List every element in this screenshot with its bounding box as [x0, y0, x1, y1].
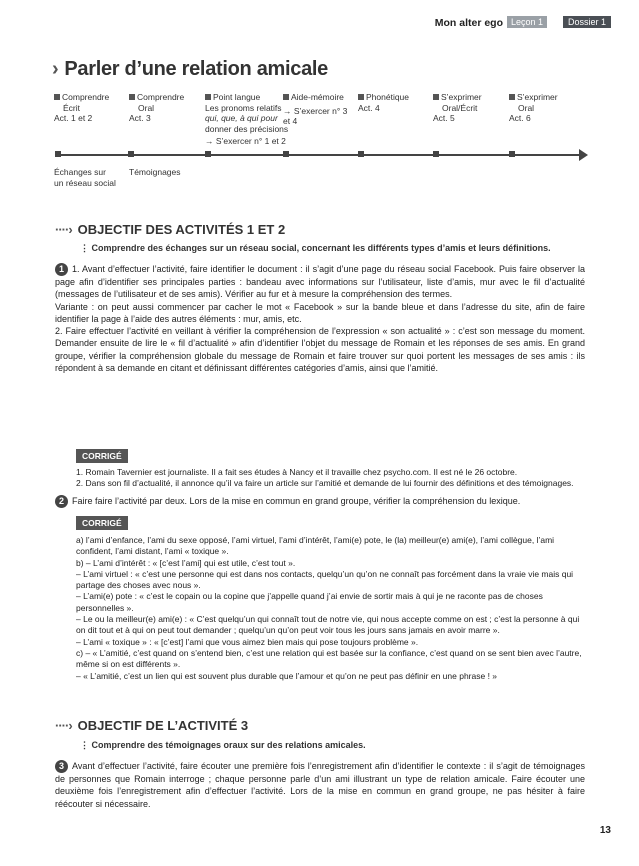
- page-title-text: Parler d’une relation amicale: [64, 58, 329, 80]
- square-icon: [509, 94, 515, 100]
- timeline-label-2: Témoignages: [129, 167, 181, 177]
- objective-1-subtitle: ⋮ Comprendre des échanges sur un réseau social, concernant les différents types d’amis et leurs définitions.: [80, 243, 551, 253]
- col-4: Aide-mémoire → S’exercer n° 3 et 4: [283, 92, 348, 126]
- lesson-badge: Leçon 1: [507, 16, 547, 28]
- corrige-2-text: a) l’ami d’enfance, l’ami du sexe opposé, l’ami virtuel, l’ami d’intérêt, l’ami(e) pote, le (la) meilleur(e) ami(e), l’ami collègue, l’ami confident, l’ami distant, l’ami « toxique ». b) – L’ami d’intérêt : « [c’est l’ami] qui est utile, c’est tout ». – L’ami virtuel : « c’est une personne qui est dans nos contacts, quelqu’un qu’on ne connaît pas forcément dans la vraie vie mais qui partage des choses avec nous ». – L’ami(e) pote : « c’est le copain ou la copine que j’appelle quand j’ai envie de sortir mais à qui je ne raconte pas de choses personnelles ». – Le ou la meilleur(e) ami(e) : « C’est quelqu’un qui connaît tout de notre vie, qui nous accepte comme on est ; c’est la personne à qui on dit tout et à qui on peut tout demander ; quelqu’un qu’on peut voir tous les jours sans jamais en avoir marre ». – L’ami « toxique » : « [c’est] l’ami que vous aimez bien mais qui pose toujours problème ». c) – « L’amitié, c’est quand on s’entend bien, c’est une relation qui est basée sur la confiance, c’est quand on se sent bien avec l’autre, même si on est différents ». – « L’amitié, c’est un lien qui est souvent plus durable que l’amour et qu’on ne peut pas définir en une phrase ! »: [76, 535, 582, 681]
- book-title: Mon alter ego: [434, 17, 503, 29]
- col-5: Phonétique Act. 4: [358, 92, 410, 113]
- activity-3-text: 3 Avant d’effectuer l’activité, faire écouter une première fois l’enregistrement afin d’identifier le contexte : il s’agit de témoignages de personnes que Romain interroge ; chaque personne parle d’un ami illustrant un type de relation amicale. Faire écouter une deuxième fois l’enregistrement afin d’effectuer l’activité. Lors de la mise en commun en grand groupe, ne pas hésiter à faire réécouter si nécessaire.: [55, 761, 585, 809]
- activity-number: 3: [55, 760, 68, 773]
- objective-3-subtitle: ⋮ Comprendre des témoignages oraux sur des relations amicales.: [80, 740, 366, 750]
- page-title: [52, 58, 328, 81]
- objective-1-title: ····› OBJECTIF DES ACTIVITÉS 1 ET 2: [55, 222, 286, 237]
- activity-number: 2: [55, 495, 68, 508]
- arrow-right-icon: [579, 149, 588, 161]
- corrige-1-text: 1. Romain Tavernier est journaliste. Il a fait ses études à Nancy et il travaille chez psycho.com. Il est né le 26 octobre. 2. Dans son fil d’actualité, il annonce qu’il va faire un article sur l’amitié et demande de lui fournir des définitions et des témoignages.: [76, 467, 574, 489]
- activity-1-text: 1 1. Avant d’effectuer l’activité, faire identifier le document : il s’agit d’une page du réseau social Facebook. Puis faire observer la page afin d’identifier ses principales parties : bandeau avec informations sur l’utilisateur, liste d’amis, mur avec le fil d’actualité (messages de l’utilisateur et de ses amis). Vérifier au fur et à mesure la compréhension des termes. Variante : on peut aussi commencer par cacher le mot « Facebook » sur la bande bleue et dans l’adresse du site, afin de faire identifier la page à l’aide des autres éléments : mur, amis, etc. 2. Faire effectuer l’activité en veillant à vérifier la compréhension de l’expression « son actualité » : c’est son message du moment. Demander ensuite de lire le « fil d’actualité » afin d’identifier l’objet du message de Romain et les réponses de ses amis. En grand groupe, vérifier la compréhension globale du message de Romain et faire trouver sur quoi portent les messages de ses amis : ils répondent à sa demande en citant et définissant différentes catégories d’amis, ainsi que l’amitié.: [55, 264, 585, 374]
- square-icon: [54, 94, 60, 100]
- activity-number: 1: [55, 263, 68, 276]
- dossier-badge: Dossier 1: [563, 16, 611, 28]
- page-number: 13: [599, 825, 611, 836]
- corrige-label: CORRIGÉ: [76, 516, 128, 530]
- square-icon: [358, 94, 364, 100]
- col-7: S’exprimer Oral Act. 6: [509, 92, 558, 123]
- activity-2-text: 2 Faire faire l’activité par deux. Lors de la mise en commun en grand groupe, vérifier la compréhension du lexique.: [55, 495, 585, 508]
- chevron-right-icon: ›: [52, 58, 59, 80]
- square-icon: [205, 94, 211, 100]
- dotted-arrow-icon: ····›: [55, 718, 72, 733]
- col-1: Comprendre Écrit Act. 1 et 2: [54, 92, 110, 123]
- col-3: Point langue Les pronoms relatifs qui, que, à qui pour donner des précisions → S’exercer n° 1 et 2: [205, 92, 289, 146]
- objective-3-title: ····› OBJECTIF DE L’ACTIVITÉ 3: [55, 718, 249, 733]
- dotted-arrow-icon: ····›: [55, 222, 72, 237]
- timeline-label-1: Échanges sur un réseau social: [54, 167, 116, 188]
- col-6: S’exprimer Oral/Écrit Act. 5: [433, 92, 482, 123]
- timeline: [55, 154, 580, 156]
- square-icon: [433, 94, 439, 100]
- square-icon: [283, 94, 289, 100]
- col-2: Comprendre Oral Act. 3: [129, 92, 185, 123]
- square-icon: [129, 94, 135, 100]
- corrige-label: CORRIGÉ: [76, 449, 128, 463]
